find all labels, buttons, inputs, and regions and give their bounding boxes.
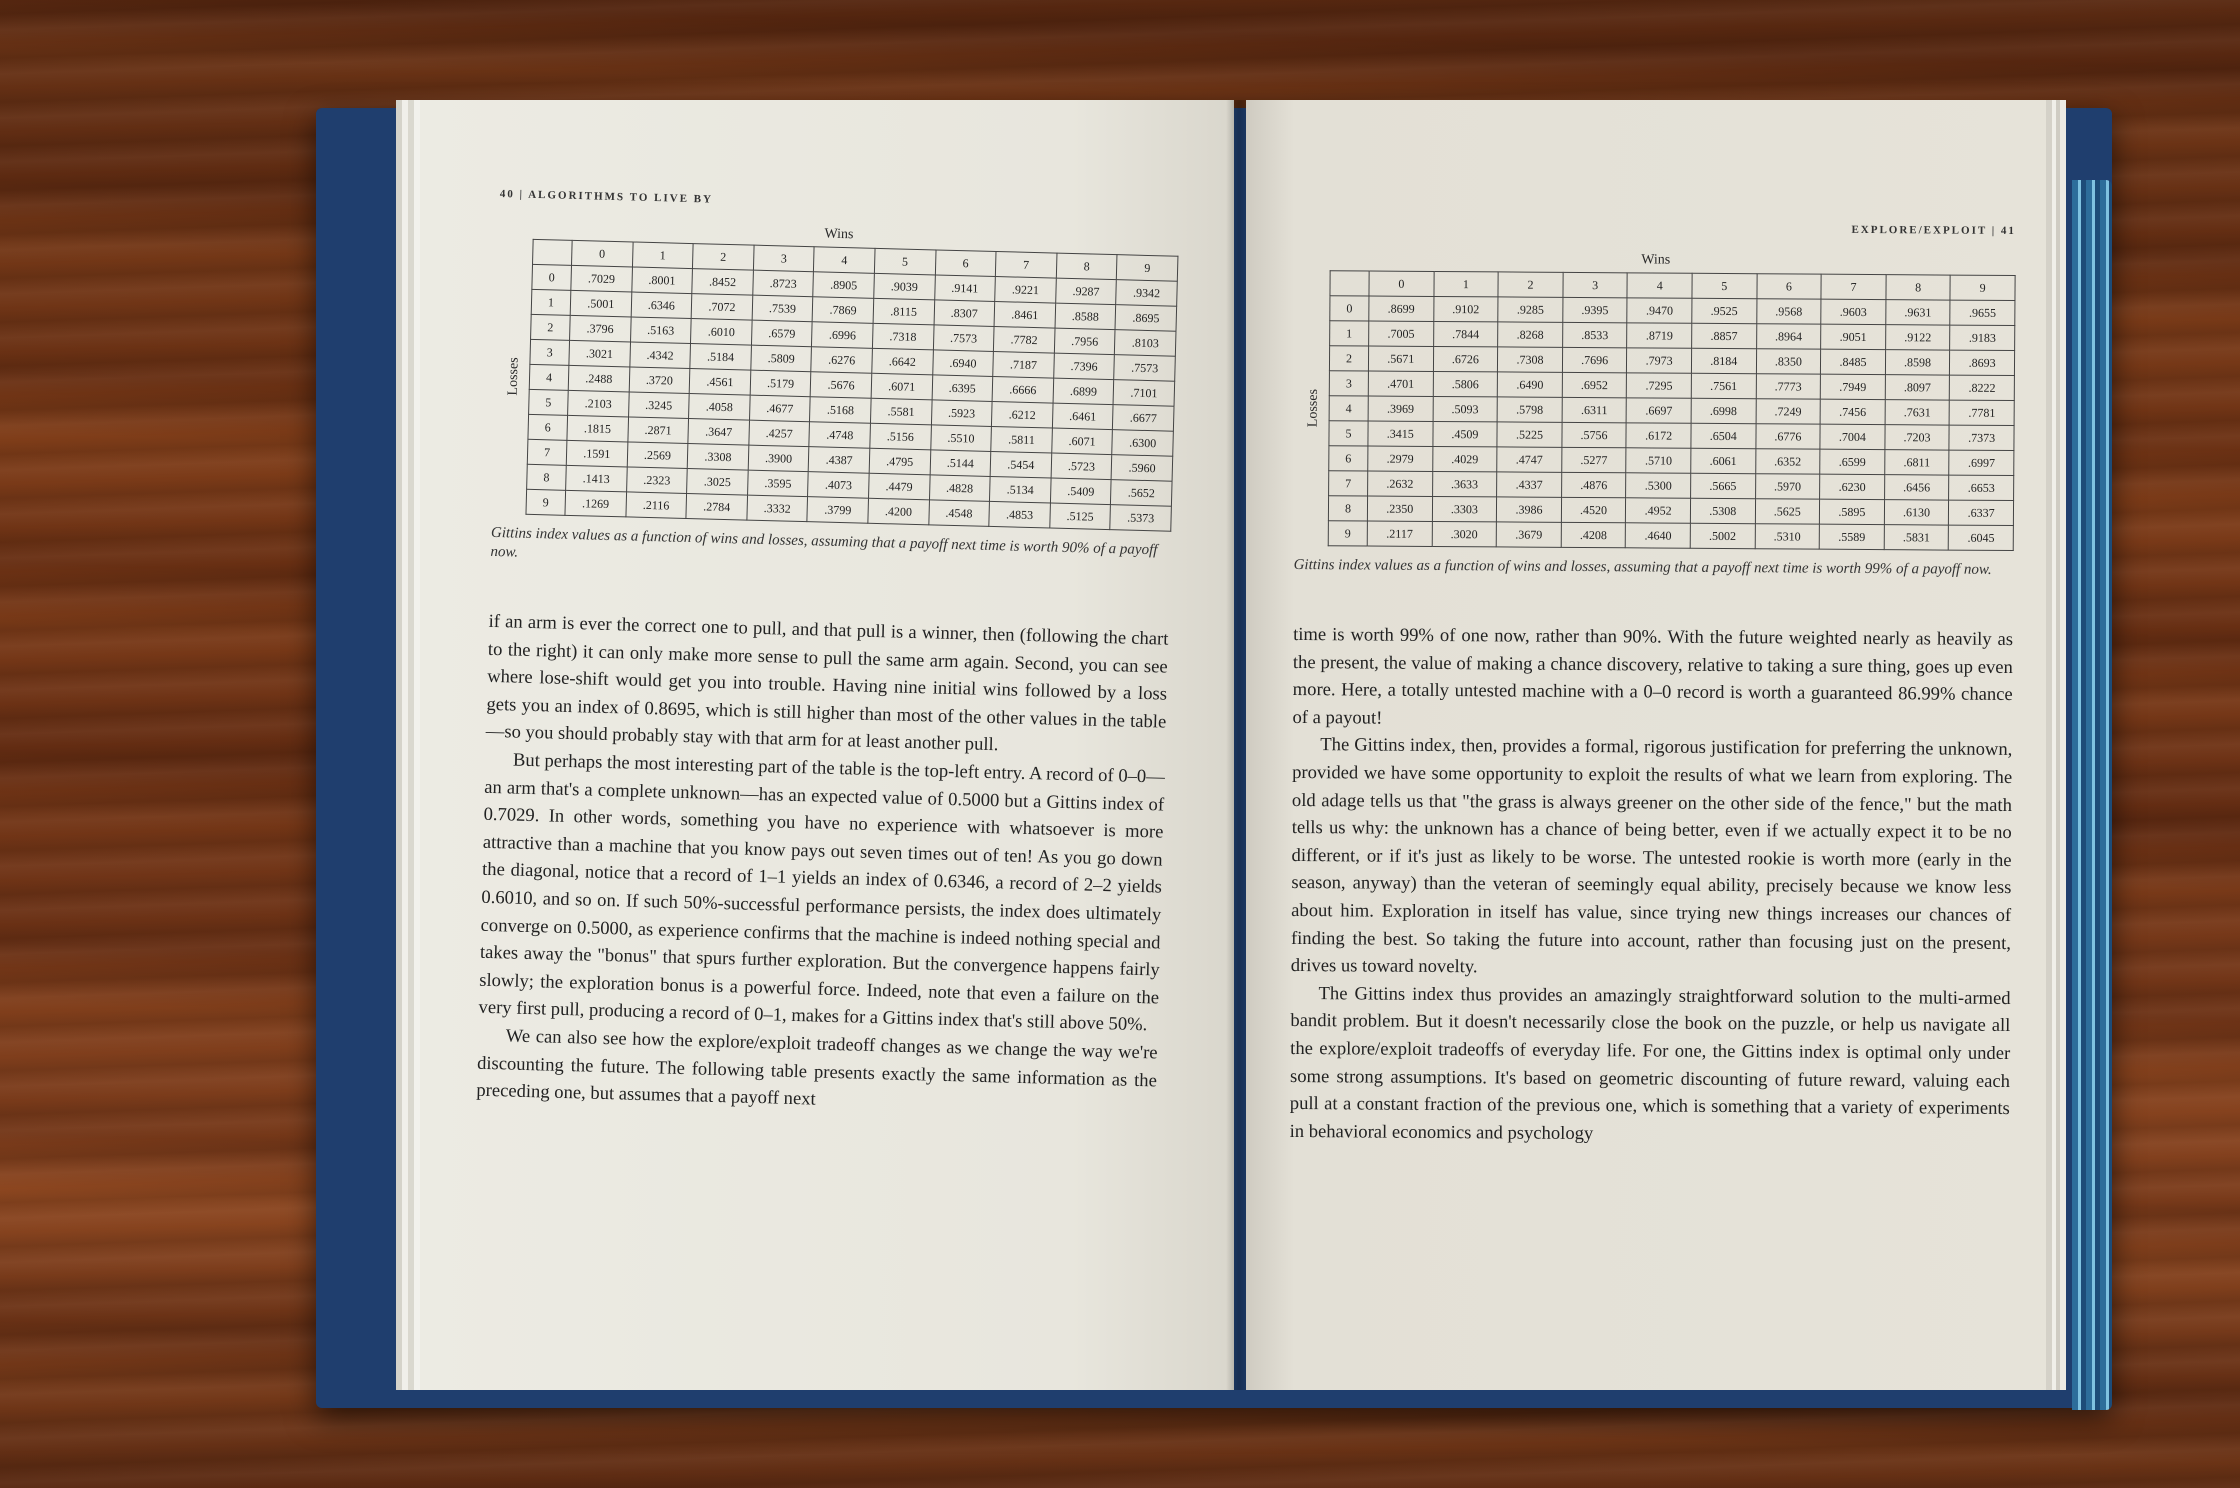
- table-cell: .7456: [1820, 399, 1885, 424]
- table-cell: .3308: [687, 444, 748, 471]
- row-header: 1: [1330, 321, 1369, 346]
- col-header: 9: [1950, 275, 2015, 300]
- table-cell: .4677: [749, 395, 810, 422]
- table-cell: .5811: [991, 426, 1052, 453]
- table-cell: .5300: [1626, 473, 1691, 498]
- table-cell: .9525: [1692, 298, 1757, 323]
- table-cell: .3020: [1432, 521, 1497, 546]
- table-cell: .6130: [1884, 500, 1949, 525]
- table-cell: .4337: [1497, 472, 1562, 497]
- table-cell: .7373: [1949, 425, 2014, 450]
- table-cell: .3796: [570, 315, 631, 342]
- col-header: 9: [1117, 255, 1178, 282]
- table-cell: .7573: [933, 325, 994, 352]
- table-cell: .5125: [1050, 503, 1111, 530]
- table-cell: .7203: [1885, 425, 1950, 450]
- table-cell: .2488: [568, 365, 629, 392]
- table-cell: .3332: [747, 495, 808, 522]
- table-cell: .7781: [1949, 400, 2014, 425]
- row-header: 2: [1329, 346, 1368, 371]
- table-cell: .5809: [751, 345, 812, 372]
- table-cell: .5310: [1755, 524, 1820, 549]
- table-cell: .7631: [1885, 400, 1950, 425]
- col-header: 7: [1821, 274, 1886, 299]
- table-cell: .2117: [1367, 521, 1432, 546]
- table-cell: .7956: [1054, 328, 1115, 355]
- table-cell: .5652: [1111, 480, 1172, 507]
- table-cell: .5710: [1626, 448, 1691, 473]
- table-cell: .5589: [1819, 524, 1884, 549]
- table-cell: .6776: [1755, 424, 1820, 449]
- left-running-head: 40 | ALGORITHMS TO LIVE BY: [499, 188, 714, 206]
- table-cell: .5409: [1050, 478, 1111, 505]
- table-cell: .5168: [810, 397, 871, 424]
- table-cell: .8598: [1885, 350, 1950, 375]
- table-cell: .6010: [691, 319, 752, 346]
- table-cell: .9655: [1950, 300, 2015, 325]
- table-cell: .3303: [1432, 496, 1497, 521]
- left-gittins-table: [525, 239, 1178, 532]
- table-cell: .8533: [1562, 322, 1627, 347]
- col-header: 5: [1692, 273, 1757, 298]
- table-cell: .5002: [1690, 523, 1755, 548]
- table-cell: .5156: [870, 423, 931, 450]
- table-cell: .7782: [994, 326, 1055, 353]
- table-cell: .5581: [870, 398, 931, 425]
- table-cell: .5093: [1433, 396, 1498, 421]
- table-cell: .3986: [1497, 497, 1562, 522]
- table-cell: .7949: [1820, 374, 1885, 399]
- table-cell: .6337: [1949, 500, 2014, 525]
- table-cell: .4342: [629, 342, 690, 369]
- row-header: 0: [1330, 296, 1369, 321]
- table-cell: .6599: [1820, 449, 1885, 474]
- table-cell: .4479: [868, 473, 929, 500]
- table-cell: .4257: [749, 420, 810, 447]
- table-cell: .6998: [1691, 398, 1756, 423]
- table-cell: .8184: [1691, 348, 1756, 373]
- table-cell: .9183: [1950, 325, 2015, 350]
- table-cell: .9395: [1563, 297, 1628, 322]
- table-cell: .8905: [813, 272, 874, 299]
- table-cell: .5970: [1755, 474, 1820, 499]
- left-page-content: [476, 188, 1180, 1122]
- row-header: 8: [1328, 496, 1367, 521]
- right-body-text: [1290, 621, 2014, 1150]
- table-cell: .6653: [1949, 475, 2014, 500]
- table-cell: .3633: [1432, 471, 1497, 496]
- table-cell: .6490: [1497, 372, 1562, 397]
- table-cell: .4073: [808, 472, 869, 499]
- table-cell: .8693: [1950, 350, 2015, 375]
- table-cell: .6697: [1626, 398, 1691, 423]
- left-table-losses-label: Losses: [505, 357, 522, 396]
- table-cell: .1269: [565, 490, 626, 517]
- table-cell: .5144: [930, 450, 991, 477]
- table-cell: .1815: [567, 415, 628, 442]
- table-cell: .3900: [748, 445, 809, 472]
- table-corner: [1330, 271, 1369, 296]
- right-gittins-table: [1328, 270, 2016, 551]
- table-cell: .4509: [1433, 421, 1498, 446]
- table-cell: .6997: [1949, 450, 2014, 475]
- table-cell: .9568: [1756, 299, 1821, 324]
- table-cell: .6300: [1112, 430, 1173, 457]
- col-header: 0: [571, 240, 632, 267]
- table-cell: .9287: [1055, 278, 1116, 305]
- table-cell: .5923: [931, 400, 992, 427]
- table-cell: .4208: [1561, 522, 1626, 547]
- col-header: 4: [814, 247, 875, 274]
- table-cell: .6071: [871, 373, 932, 400]
- row-header: 7: [527, 439, 567, 465]
- table-cell: .5960: [1111, 455, 1172, 482]
- table-cell: .3720: [629, 367, 690, 394]
- table-cell: .5671: [1368, 346, 1433, 371]
- table-cell: .7249: [1756, 399, 1821, 424]
- col-header: 8: [1886, 275, 1951, 300]
- table-cell: .7869: [812, 297, 873, 324]
- table-cell: .8699: [1369, 296, 1434, 321]
- table-cell: .7029: [571, 265, 632, 292]
- table-cell: .5163: [630, 317, 691, 344]
- table-cell: .5510: [930, 425, 991, 452]
- table-cell: .2871: [627, 417, 688, 444]
- row-header: 8: [527, 464, 567, 490]
- table-cell: .6071: [1052, 428, 1113, 455]
- table-cell: .6940: [932, 350, 993, 377]
- table-cell: .5798: [1497, 397, 1562, 422]
- table-cell: .8964: [1756, 324, 1821, 349]
- table-cell: .8001: [631, 267, 692, 294]
- right-table-body: [1328, 296, 2015, 551]
- table-cell: .3595: [747, 470, 808, 497]
- table-cell: .7295: [1627, 373, 1692, 398]
- row-header: 3: [530, 339, 570, 365]
- cover-edge-pattern: [2072, 180, 2112, 1410]
- table-cell: .5723: [1051, 453, 1112, 480]
- col-header: 3: [753, 245, 814, 272]
- row-header: 3: [1329, 371, 1368, 396]
- left-paragraph-1: if an arm is ever the correct one to pull, and that pull is a winner, then (following the chart to the right) it can only make more sense to pull the same arm again. Second, you can see where lose-shift would get you into trouble. Having nine initial wins followed by a loss gets you an index of 0.8695, which is still higher than most of the other values in the table—so you should probably stay with that arm for at least another pull.: [485, 610, 1169, 756]
- left-table-wrap: [491, 238, 1178, 532]
- col-header: 8: [1056, 253, 1117, 280]
- row-header: 1: [531, 289, 571, 315]
- left-paragraph-3: We can also see how the explore/exploit tradeoff changes as we change the way we're discounting the future. The following table presents exactly the same information as the preceding one, but assumes that a payoff next: [476, 1025, 1158, 1110]
- table-cell: .5895: [1820, 499, 1885, 524]
- table-cell: .8695: [1115, 305, 1176, 332]
- left-paragraph-2: But perhaps the most interesting part of the table is the top-left entry. A record of 0–0—an arm that's a complete unknown—has an expected value of 0.5000 but a Gittins index of 0.7029. In other words, something you have no experience with whatsoever is more attractive than a machine that you know pays out seven times out of ten! As you go down the diagonal, notice that a record of 1–1 yields an index of 0.6346, a record of 2–2 yields 0.6010, and so on. If such 50%-successful performance persists, the index does ultimately converge on 0.5000, as experience confirms that the machine is indeed nothing special and takes away the "bonus" that spurs further exploration. But the convergence happens fairly slowly; the exploration bonus is a powerful force. Indeed, note that even a failure on the very first pull, producing a record of 0–1, makes for a Gittins index that's still above 50%.: [478, 749, 1166, 1036]
- table-cell: .5806: [1433, 371, 1498, 396]
- table-cell: .4795: [869, 448, 930, 475]
- table-cell: .5001: [570, 290, 631, 317]
- row-header: 5: [1329, 421, 1368, 446]
- table-cell: .6395: [932, 375, 993, 402]
- table-cell: .6276: [811, 347, 872, 374]
- left-table-caption: Gittins index values as a function of wins and losses, assuming that a payoff next time is worth 90% of a payoff now.: [490, 524, 1158, 561]
- table-cell: .6045: [1949, 525, 2014, 550]
- col-header: 4: [1627, 273, 1692, 298]
- table-cell: .9039: [874, 273, 935, 300]
- table-cell: .4200: [868, 498, 929, 525]
- table-cell: .8723: [753, 270, 814, 297]
- table-cell: .1591: [566, 440, 627, 467]
- right-running-head: EXPLORE/EXPLOIT | 41: [1851, 223, 2016, 238]
- table-cell: .8857: [1692, 323, 1757, 348]
- left-body-text: [476, 608, 1169, 1122]
- right-table-wins-label: Wins: [1641, 252, 1671, 268]
- table-cell: .5134: [990, 476, 1051, 503]
- table-cell: .8350: [1756, 349, 1821, 374]
- table-cell: .5373: [1110, 505, 1171, 532]
- table-cell: .7308: [1498, 347, 1563, 372]
- table-cell: .4640: [1626, 523, 1691, 548]
- col-header: 6: [1757, 274, 1822, 299]
- table-cell: .1413: [566, 465, 627, 492]
- table-cell: .5277: [1562, 447, 1627, 472]
- table-cell: .6230: [1820, 474, 1885, 499]
- table-cell: .9221: [995, 277, 1056, 304]
- table-cell: .4828: [929, 475, 990, 502]
- right-page-content: [1290, 220, 2016, 1150]
- table-cell: .3647: [688, 419, 749, 446]
- table-cell: .5831: [1884, 525, 1949, 550]
- table-cell: .3415: [1368, 421, 1433, 446]
- right-table-wrap: [1294, 270, 2016, 551]
- table-cell: .4747: [1497, 447, 1562, 472]
- table-cell: .5625: [1755, 499, 1820, 524]
- table-cell: .7573: [1114, 355, 1175, 382]
- table-cell: .8307: [934, 300, 995, 327]
- table-cell: .8097: [1885, 375, 1950, 400]
- table-cell: .9122: [1885, 325, 1950, 350]
- table-cell: .7072: [691, 294, 752, 321]
- table-cell: .9285: [1498, 297, 1563, 322]
- right-paragraph-1: time is worth 99% of one now, rather than 90%. With the future weighted nearly as heavily as the present, the value of making a chance discovery, relative to taking a sure thing, goes up even more. Here, a totally untested machine with a 0–0 record is worth a guaranteed 86.99% chance of a payout!: [1292, 623, 2014, 729]
- table-cell: .8452: [692, 269, 753, 296]
- col-header: 3: [1563, 272, 1628, 297]
- col-header: 1: [632, 242, 693, 269]
- table-cell: .7696: [1562, 347, 1627, 372]
- table-cell: .4876: [1561, 472, 1626, 497]
- table-cell: .9141: [934, 275, 995, 302]
- row-header: 4: [1329, 396, 1368, 421]
- table-cell: .6677: [1113, 405, 1174, 432]
- table-cell: .3799: [807, 497, 868, 524]
- table-cell: .9102: [1433, 296, 1498, 321]
- row-header: 5: [529, 389, 569, 415]
- table-cell: .7101: [1113, 380, 1174, 407]
- table-cell: .2979: [1368, 446, 1433, 471]
- row-header: 9: [1328, 521, 1367, 546]
- table-cell: .9631: [1886, 300, 1951, 325]
- table-cell: .4058: [689, 394, 750, 421]
- table-cell: .2569: [627, 442, 688, 469]
- table-cell: .5676: [811, 372, 872, 399]
- table-row: [1328, 521, 2013, 551]
- table-cell: .2350: [1367, 496, 1432, 521]
- right-page: [1246, 100, 2046, 1390]
- table-cell: .7973: [1627, 348, 1692, 373]
- right-paragraph-2: The Gittins index, then, provides a formal, rigorous justification for preferring the unknown, provided we have some opportunity to exploit the results of what we learn from exploring. The old adage tells us that "the grass is always greener on the other side of the fence," but the math tells us why: the unknown has a chance of being better, even if we actually expect it to be no different, or if it's just as likely to be worse. The untested rookie is worth more (early in the season, anyway) than the veteran of seemingly equal ability, precisely because we know less about him. Exploration in itself has value, since trying new things increases our chances of finding the best. So taking the future into account, rather than focusing just on the present, drives us toward novelty.: [1290, 734, 2013, 978]
- table-cell: .7396: [1053, 353, 1114, 380]
- table-cell: .7005: [1369, 321, 1434, 346]
- table-cell: .9470: [1627, 298, 1692, 323]
- col-header: 6: [935, 250, 996, 277]
- col-header: 1: [1434, 271, 1499, 296]
- table-cell: .6172: [1626, 423, 1691, 448]
- table-cell: .7187: [993, 351, 1054, 378]
- table-cell: .6352: [1755, 449, 1820, 474]
- col-header: 7: [996, 252, 1057, 279]
- col-header: 2: [1498, 272, 1563, 297]
- table-cell: .3245: [628, 392, 689, 419]
- table-cell: .9603: [1821, 299, 1886, 324]
- table-cell: .4853: [989, 501, 1050, 528]
- row-header: 2: [531, 314, 571, 340]
- table-cell: .6212: [992, 401, 1053, 428]
- table-cell: .7773: [1756, 374, 1821, 399]
- row-header: 4: [529, 364, 569, 390]
- table-cell: .6504: [1691, 423, 1756, 448]
- table-cell: .4701: [1368, 371, 1433, 396]
- table-cell: .6811: [1884, 450, 1949, 475]
- right-table-losses-label: Losses: [1305, 389, 1321, 428]
- table-cell: .4387: [809, 447, 870, 474]
- table-cell: .6311: [1562, 397, 1627, 422]
- row-header: 7: [1329, 471, 1368, 496]
- table-cell: .6642: [872, 348, 933, 375]
- table-cell: .4029: [1432, 446, 1497, 471]
- table-cell: .5665: [1691, 473, 1756, 498]
- table-cell: .4561: [689, 369, 750, 396]
- table-cell: .2784: [686, 493, 747, 520]
- table-cell: .4748: [809, 422, 870, 449]
- table-cell: .4952: [1626, 498, 1691, 523]
- table-cell: .8115: [873, 298, 934, 325]
- col-header: 2: [693, 244, 754, 271]
- right-paragraph-3: The Gittins index thus provides an amazingly straightforward solution to the multi-armed bandit problem. But it doesn't necessarily close the book on the puzzle, or help us navigate all the explore/exploit tradeoffs of everyday life. For one, the Gittins index is optimal only under some strong assumptions. It's based on geometric discounting of future reward, valuing each pull at a constant fraction of the previous one, which is something that a variety of experiments in behavioral economics and psychology: [1289, 982, 2011, 1144]
- table-cell: .5184: [690, 344, 751, 371]
- left-table-body: [526, 264, 1177, 531]
- table-cell: .2103: [568, 390, 629, 417]
- table-cell: .9342: [1116, 280, 1177, 307]
- table-cell: .7004: [1820, 424, 1885, 449]
- table-cell: .7844: [1433, 321, 1498, 346]
- table-cell: .6456: [1884, 475, 1949, 500]
- table-cell: .6061: [1691, 448, 1756, 473]
- row-header: 0: [532, 264, 572, 290]
- table-cell: .8268: [1498, 322, 1563, 347]
- table-cell: .6579: [751, 320, 812, 347]
- left-table-wins-label: Wins: [824, 226, 854, 243]
- table-cell: .5756: [1562, 422, 1627, 447]
- right-table-caption: Gittins index values as a function of wins and losses, assuming that a payoff next time is worth 99% of a payoff now.: [1293, 556, 1992, 578]
- table-cell: .3969: [1368, 396, 1433, 421]
- table-cell: .3025: [687, 469, 748, 496]
- table-cell: .8719: [1627, 323, 1692, 348]
- open-book: [420, 100, 2060, 1390]
- left-page: [420, 100, 1234, 1390]
- table-cell: .8222: [1950, 375, 2015, 400]
- table-cell: .7561: [1691, 373, 1756, 398]
- table-cell: .6952: [1562, 372, 1627, 397]
- table-cell: .2323: [626, 467, 687, 494]
- table-corner: [533, 239, 573, 265]
- table-cell: .8485: [1821, 349, 1886, 374]
- table-cell: .6666: [992, 376, 1053, 403]
- table-cell: .8103: [1115, 330, 1176, 357]
- table-cell: .7318: [872, 323, 933, 350]
- table-cell: .2116: [626, 492, 687, 519]
- table-cell: .6346: [631, 292, 692, 319]
- row-header: 6: [1329, 446, 1368, 471]
- table-cell: .3021: [569, 340, 630, 367]
- table-cell: .7539: [752, 295, 813, 322]
- col-header: 5: [874, 248, 935, 275]
- row-header: 6: [528, 414, 568, 440]
- table-cell: .3679: [1496, 522, 1561, 547]
- table-cell: .6899: [1053, 378, 1114, 405]
- col-header: 0: [1369, 271, 1434, 296]
- table-cell: .6461: [1052, 403, 1113, 430]
- table-cell: .5454: [990, 451, 1051, 478]
- table-cell: .5308: [1690, 498, 1755, 523]
- table-cell: .6726: [1433, 346, 1498, 371]
- table-cell: .5225: [1497, 422, 1562, 447]
- table-cell: .4520: [1561, 497, 1626, 522]
- table-cell: .8588: [1055, 303, 1116, 330]
- table-cell: .5179: [750, 370, 811, 397]
- table-cell: .4548: [928, 500, 989, 527]
- table-cell: .9051: [1821, 324, 1886, 349]
- table-cell: .6996: [812, 322, 873, 349]
- row-header: 9: [526, 489, 566, 515]
- table-cell: .8461: [994, 301, 1055, 328]
- table-cell: .2632: [1368, 471, 1433, 496]
